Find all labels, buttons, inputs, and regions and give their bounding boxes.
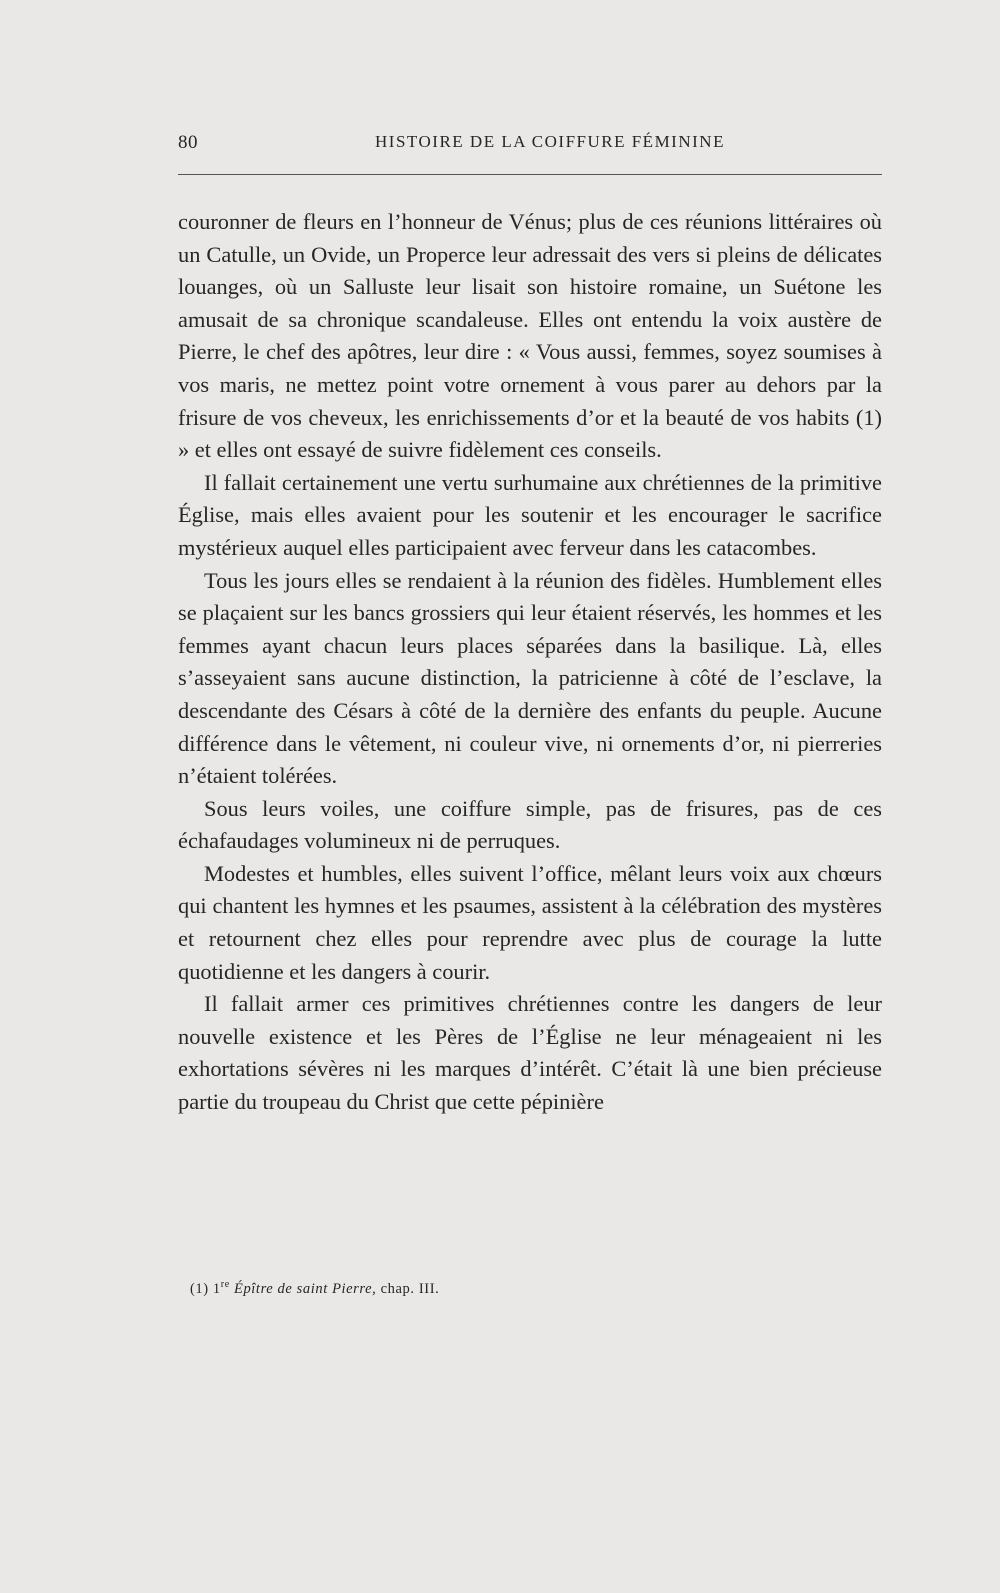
paragraph-6: Il fallait armer ces primitives chrétiennes contre les dangers de leur nouvelle existence et les Pères de l’Église ne leur ménageaient ni les exhortations sévères ni les marques d’intérêt. C’était là une bien précieuse partie du troupeau du Christ que cette pépinière xyxy=(178,991,882,1115)
footnote-reference: chap. III. xyxy=(380,1281,440,1297)
paragraph-4: Sous leurs voiles, une coiffure simple, pas de frisures, pas de ces échafaudages volumineux ni de perruques. xyxy=(178,795,882,854)
paragraph-3: Tous les jours elles se rendaient à la réunion des fidèles. Humblement elles se plaçaient sur les bancs grossiers qui leur étaient réservés, les hommes et les femmes ayant chacun leurs places séparées dans la basilique. Là, elles s’asseyaient sans aucune distinction, la patricienne à côté de l’esclave, la descendante des Césars à côté de la dernière des enfants du peuple. Aucune différence dans le vêtement, ni couleur vive, ni ornements d’or, ni pierreries n’étaient tolérées. xyxy=(178,567,882,789)
paragraph-5: Modestes et humbles, elles suivent l’office, mêlant leurs voix aux chœurs qui chantent les hymnes et les psaumes, assistent à la célébration des mystères et retournent chez elles pour reprendre avec plus de courage la lutte quotidienne et les dangers à courir. xyxy=(178,860,882,984)
footnote-superscript: re xyxy=(220,1279,230,1291)
footnote-title: Épître de saint Pierre, xyxy=(234,1281,377,1297)
paragraph-2: Il fallait certainement une vertu surhumaine aux chrétiennes de la primitive Église, mais elles avaient pour les soutenir et les encourager le sacrifice mystérieux auquel elles participaient avec ferveur dans les catacombes. xyxy=(178,469,882,560)
paragraph-1: couronner de fleurs en l’honneur de Vénus; plus de ces réunions littéraires où un Catulle, un Ovide, un Properce leur adressait des vers si pleins de délicates louanges, où un Salluste leur lisait son histoire romaine, un Suétone les amusait de sa chronique scandaleuse. Elles ont entendu la voix austère de Pierre, le chef des apôtres, leur dire : « Vous aussi, femmes, soyez soumises à vos maris, ne mettez point votre ornement à vous parer au dehors par la frisure de vos cheveux, les enrichissements d’or et la beauté de vos habits (1) » et elles ont essayé de suivre fidèlement ces conseils. xyxy=(178,209,882,463)
page-header xyxy=(178,128,882,158)
header-rule xyxy=(178,174,882,175)
body-text xyxy=(178,206,882,1119)
footnote-marker: (1) 1 xyxy=(190,1281,221,1297)
page-number: 80 xyxy=(178,132,198,153)
running-title: HISTOIRE DE LA COIFFURE FÉMININE xyxy=(375,132,725,151)
footnote xyxy=(190,1281,439,1298)
